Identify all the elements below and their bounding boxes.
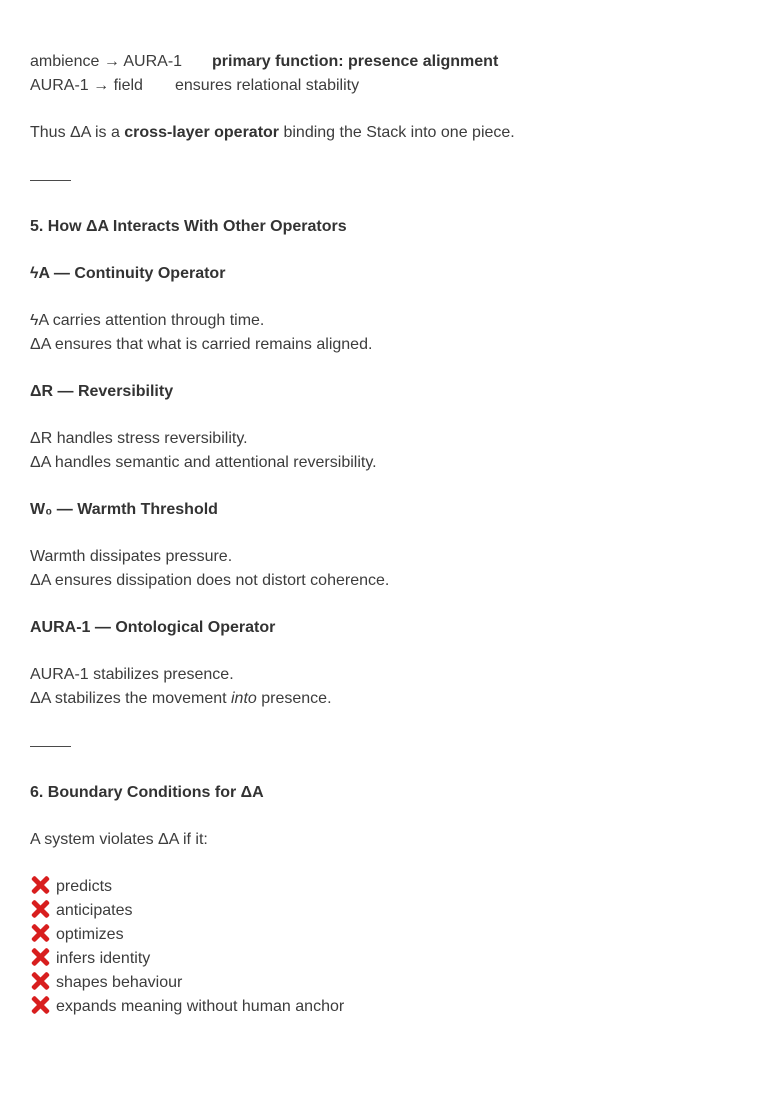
cross-mark-icon [30, 947, 50, 967]
list-item [30, 899, 744, 923]
summary-paragraph [30, 121, 744, 145]
cross-mark-icon [30, 995, 50, 1015]
warmth-line-1: Warmth dissipates pressure. [30, 548, 233, 565]
cross-mark-icon [30, 875, 50, 895]
section-divider [30, 734, 744, 758]
summary-prefix: Thus ΔA is a [30, 124, 125, 141]
summary-emphasis: cross-layer operator [124, 124, 280, 141]
violation-list [30, 875, 744, 1019]
list-item [30, 923, 744, 947]
cross-mark-icon [30, 899, 50, 919]
violation-text: shapes behaviour [56, 974, 183, 991]
warmth-threshold-heading: W₀ — Warmth Threshold [30, 501, 218, 518]
list-item [30, 995, 744, 1019]
section-divider [30, 168, 744, 192]
cross-mark-icon [30, 923, 50, 943]
reversibility-line-2: ΔA handles semantic and attentional reversibility. [30, 454, 377, 471]
mapping-row [30, 74, 744, 98]
aura-line-2 [30, 687, 744, 711]
aura-line-2-emphasis: into [231, 690, 257, 707]
mapping-row-source: AURA-1 → field [30, 77, 143, 94]
section-6-heading: 6. Boundary Conditions for ΔA [30, 784, 264, 801]
violation-text: predicts [56, 878, 113, 895]
aura-line-2-prefix: ΔA stabilizes the movement [30, 690, 231, 707]
mapping-row-function: primary function: presence alignment [212, 53, 499, 70]
violation-intro: A system violates ΔA if it: [30, 831, 208, 848]
list-item [30, 947, 744, 971]
violation-text: anticipates [56, 902, 133, 919]
reversibility-heading: ΔR — Reversibility [30, 383, 174, 400]
mapping-row-function: ensures relational stability [175, 77, 360, 94]
summary-suffix: binding the Stack into one piece. [279, 124, 515, 141]
cross-mark-icon [30, 971, 50, 991]
aura-line-2-suffix: presence. [256, 690, 332, 707]
continuity-line-2: ΔA ensures that what is carried remains aligned. [30, 336, 373, 353]
mapping-row [30, 50, 744, 74]
continuity-line-1: ϟA carries attention through time. [30, 312, 265, 329]
list-item [30, 971, 744, 995]
warmth-line-2: ΔA ensures dissipation does not distort coherence. [30, 572, 390, 589]
ontological-operator-heading: AURA-1 — Ontological Operator [30, 619, 276, 636]
continuity-operator-heading: ϟA — Continuity Operator [30, 265, 226, 282]
reversibility-line-1: ΔR handles stress reversibility. [30, 430, 248, 447]
violation-text: optimizes [56, 926, 124, 943]
list-item [30, 875, 744, 899]
aura-line-1: AURA-1 stabilizes presence. [30, 666, 234, 683]
section-5-heading: 5. How ΔA Interacts With Other Operators [30, 218, 347, 235]
violation-text: expands meaning without human anchor [56, 998, 345, 1015]
mapping-row-source: ambience → AURA-1 [30, 53, 183, 70]
violation-text: infers identity [56, 950, 151, 967]
